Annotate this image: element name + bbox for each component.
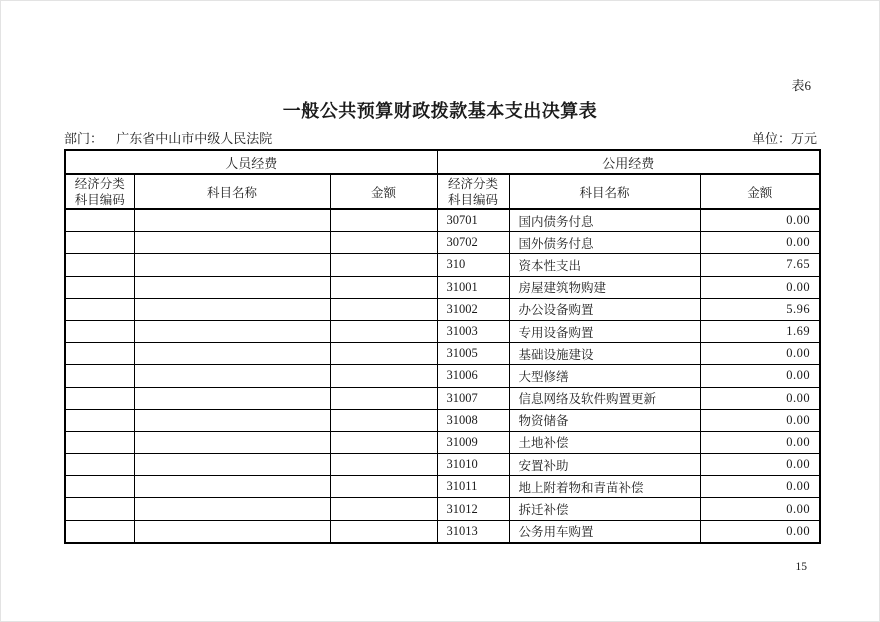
left-code-cell [65, 409, 134, 431]
page-title: 一般公共预算财政拨款基本支出决算表 [282, 101, 598, 121]
col-header-amount-right: 金额 [700, 174, 820, 209]
department-line [64, 131, 272, 147]
left-name-cell [134, 343, 330, 365]
right-name-cell: 土地补偿 [509, 431, 700, 453]
left-code-cell [65, 298, 134, 320]
left-code-cell [65, 520, 134, 543]
right-name-cell: 办公设备购置 [509, 298, 700, 320]
right-name-cell: 信息网络及软件购置更新 [509, 387, 700, 409]
left-code-cell [65, 276, 134, 298]
left-code-cell [65, 476, 134, 498]
right-name-cell: 安置补助 [509, 454, 700, 476]
department-name: 广东省中山市中级人民法院 [116, 131, 273, 146]
table-row [65, 409, 820, 431]
right-amount-cell: 0.00 [700, 476, 820, 498]
left-code-cell [65, 343, 134, 365]
code-header-line1: 经济分类 [74, 176, 125, 191]
table-body [65, 209, 820, 543]
table-row [65, 209, 820, 232]
table-row [65, 387, 820, 409]
group-header-public: 公用经费 [437, 150, 820, 174]
left-amount-cell [330, 387, 437, 409]
left-amount-cell [330, 365, 437, 387]
table-row [65, 320, 820, 342]
left-amount-cell [330, 232, 437, 254]
code-header-line2: 科目编码 [74, 192, 125, 207]
right-code-cell: 31007 [437, 387, 509, 409]
group-header-personnel: 人员经费 [65, 150, 437, 174]
right-code-cell: 31005 [437, 343, 509, 365]
left-name-cell [134, 431, 330, 453]
table-row [65, 232, 820, 254]
sheet-label: 表6 [791, 78, 811, 93]
left-code-cell [65, 365, 134, 387]
left-name-cell [134, 454, 330, 476]
table-row [65, 498, 820, 520]
table-row [65, 476, 820, 498]
left-amount-cell [330, 298, 437, 320]
left-code-cell [65, 320, 134, 342]
page-number: 15 [795, 561, 807, 573]
right-amount-cell: 0.00 [700, 276, 820, 298]
right-code-cell: 31003 [437, 320, 509, 342]
left-amount-cell [330, 254, 437, 276]
right-amount-cell: 0.00 [700, 232, 820, 254]
col-header-code-left [65, 174, 134, 209]
right-code-cell: 31009 [437, 431, 509, 453]
expenditure-table [64, 149, 821, 544]
unit-label: 单位：万元 [751, 131, 817, 146]
table-row [65, 454, 820, 476]
right-name-cell: 房屋建筑物购建 [509, 276, 700, 298]
right-code-cell: 31001 [437, 276, 509, 298]
table-row [65, 276, 820, 298]
table-row [65, 520, 820, 543]
right-amount-cell: 7.65 [700, 254, 820, 276]
left-amount-cell [330, 476, 437, 498]
left-code-cell [65, 498, 134, 520]
right-amount-cell: 0.00 [700, 431, 820, 453]
right-name-cell: 基础设施建设 [509, 343, 700, 365]
left-name-cell [134, 254, 330, 276]
group-header-row [65, 150, 820, 174]
right-code-cell: 310 [437, 254, 509, 276]
right-amount-cell: 0.00 [700, 343, 820, 365]
right-name-cell: 大型修缮 [509, 365, 700, 387]
right-code-cell: 31010 [437, 454, 509, 476]
right-name-cell: 地上附着物和青苗补偿 [509, 476, 700, 498]
right-code-cell: 31008 [437, 409, 509, 431]
col-header-code-right [437, 174, 509, 209]
right-name-cell: 公务用车购置 [509, 520, 700, 543]
left-amount-cell [330, 276, 437, 298]
right-name-cell: 资本性支出 [509, 254, 700, 276]
right-name-cell: 专用设备购置 [509, 320, 700, 342]
right-amount-cell: 0.00 [700, 454, 820, 476]
left-code-cell [65, 232, 134, 254]
left-amount-cell [330, 431, 437, 453]
left-code-cell [65, 209, 134, 232]
code-header-line2: 科目编码 [448, 192, 499, 207]
left-amount-cell [330, 409, 437, 431]
right-name-cell: 物资储备 [509, 409, 700, 431]
left-name-cell [134, 387, 330, 409]
right-name-cell: 拆迁补偿 [509, 498, 700, 520]
left-name-cell [134, 298, 330, 320]
table-row [65, 343, 820, 365]
right-amount-cell: 0.00 [700, 387, 820, 409]
right-amount-cell: 0.00 [700, 498, 820, 520]
left-name-cell [134, 232, 330, 254]
left-amount-cell [330, 520, 437, 543]
left-name-cell [134, 209, 330, 232]
right-amount-cell: 1.69 [700, 320, 820, 342]
right-amount-cell: 5.96 [700, 298, 820, 320]
right-code-cell: 31006 [437, 365, 509, 387]
left-code-cell [65, 454, 134, 476]
right-code-cell: 31002 [437, 298, 509, 320]
right-code-cell: 31013 [437, 520, 509, 543]
right-name-cell: 国内债务付息 [509, 209, 700, 232]
department-label: 部门： [64, 131, 104, 146]
left-amount-cell [330, 343, 437, 365]
right-code-cell: 30701 [437, 209, 509, 232]
left-name-cell [134, 520, 330, 543]
right-amount-cell: 0.00 [700, 365, 820, 387]
col-header-amount-left: 金额 [330, 174, 437, 209]
left-amount-cell [330, 498, 437, 520]
left-name-cell [134, 276, 330, 298]
right-amount-cell: 0.00 [700, 209, 820, 232]
left-name-cell [134, 409, 330, 431]
table-row [65, 254, 820, 276]
left-code-cell [65, 431, 134, 453]
left-name-cell [134, 476, 330, 498]
col-header-name-right: 科目名称 [509, 174, 700, 209]
left-amount-cell [330, 320, 437, 342]
column-header-row [65, 174, 820, 209]
left-amount-cell [330, 454, 437, 476]
meta-row [64, 131, 817, 147]
right-name-cell: 国外债务付息 [509, 232, 700, 254]
right-code-cell: 31011 [437, 476, 509, 498]
right-amount-cell: 0.00 [700, 520, 820, 543]
left-name-cell [134, 320, 330, 342]
table-row [65, 365, 820, 387]
table-row [65, 431, 820, 453]
left-name-cell [134, 498, 330, 520]
right-code-cell: 30702 [437, 232, 509, 254]
left-name-cell [134, 365, 330, 387]
right-code-cell: 31012 [437, 498, 509, 520]
left-code-cell [65, 254, 134, 276]
left-code-cell [65, 387, 134, 409]
table-row [65, 298, 820, 320]
code-header-line1: 经济分类 [448, 176, 499, 191]
col-header-name-left: 科目名称 [134, 174, 330, 209]
right-amount-cell: 0.00 [700, 409, 820, 431]
left-amount-cell [330, 209, 437, 232]
